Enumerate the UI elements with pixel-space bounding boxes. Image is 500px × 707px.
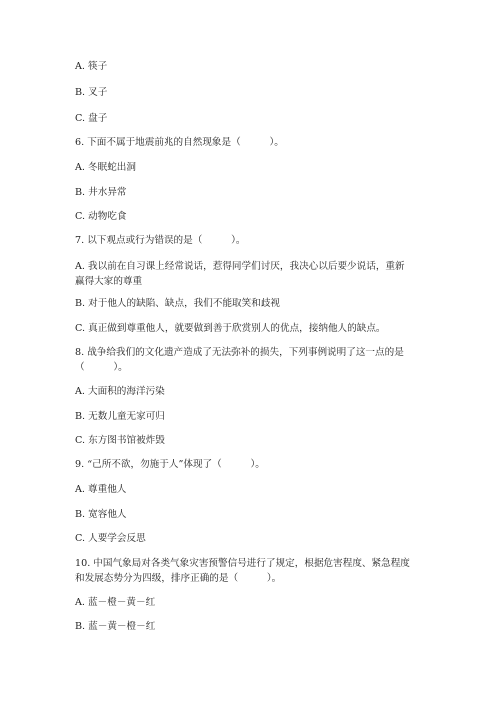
question-10-option-b: B. 蓝－黄－橙－红 [75, 621, 156, 632]
question-10-option-a: A. 蓝－橙－黄－红 [75, 597, 156, 608]
question-8-option-b: B. 无数儿童无家可归 [75, 411, 165, 422]
question-7-option-a-line-2: 赢得大家的尊重 [75, 276, 143, 287]
question-6-option-b: B. 井水异常 [75, 187, 127, 198]
question-10-line-2: 和发展态势分为四级，排序正确的是（ ）。 [75, 573, 282, 584]
question-7-option-c: C. 真正做到尊重他人，就要做到善于欣赏别人的优点，接纳他人的缺点。 [75, 323, 386, 334]
question-7-option-a-line-1: A. 我以前在自习课上经常说话，惹得同学们讨厌，我决心以后要少说话，重新 [75, 261, 405, 272]
question-9: 9. “己所不欲，勿施于人”体现了（ ）。 [75, 459, 265, 470]
question-8-option-a: A. 大面积的海洋污染 [75, 386, 165, 397]
question-7-option-b: B. 对于他人的缺陷、缺点，我们不能取笑和歧视 [75, 298, 281, 309]
option-b-fork: B. 叉子 [75, 87, 108, 98]
question-9-option-b: B. 宽容他人 [75, 509, 127, 520]
option-c-plate: C. 盘子 [75, 113, 108, 124]
question-8-line-2: （ ）。 [75, 362, 128, 373]
question-8-option-c: C. 东方图书馆被炸毁 [75, 435, 165, 446]
question-6-option-a: A. 冬眠蛇出洞 [75, 162, 136, 173]
option-a-chopsticks: A. 筷子 [75, 61, 108, 72]
question-9-option-a: A. 尊重他人 [75, 484, 127, 495]
question-6-option-c: C. 动物吃食 [75, 211, 127, 222]
question-8-line-1: 8. 战争给我们的文化遗产造成了无法弥补的损失，下列事例说明了这一点的是 [75, 347, 404, 358]
question-10-line-1: 10. 中国气象局对各类气象灾害预警信号进行了规定，根据危害程度、紧急程度 [75, 558, 410, 569]
question-9-option-c: C. 人要学会反思 [75, 533, 146, 544]
question-7: 7. 以下观点或行为错误的是（ ）。 [75, 235, 246, 246]
question-6: 6. 下面不属于地震前兆的自然现象是（ ）。 [75, 137, 284, 148]
